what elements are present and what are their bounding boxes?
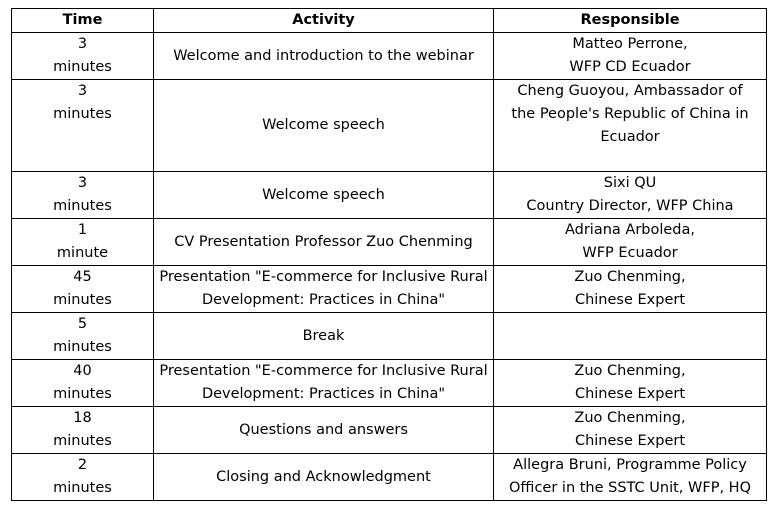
responsible-line: Chinese Expert <box>574 386 686 402</box>
table-row <box>12 33 767 80</box>
time-cell <box>12 33 154 80</box>
table-row <box>12 454 767 501</box>
responsible-line: Adriana Arboleda, <box>564 222 696 238</box>
responsible-cell <box>494 407 767 454</box>
time-value: 5 <box>77 316 88 332</box>
responsible-line: Zuo Chenming, <box>574 363 686 379</box>
time-cell <box>12 266 154 313</box>
time-value: 18 <box>73 410 92 426</box>
responsible-cell <box>494 360 767 407</box>
activity-cell: Welcome and introduction to the webinar <box>154 33 494 80</box>
time-cell <box>12 313 154 360</box>
responsible-cell <box>494 266 767 313</box>
responsible-cell <box>494 454 767 501</box>
agenda-table <box>11 8 767 501</box>
activity-cell: Presentation "E-commerce for Inclusive Rural Development: Practices in China" <box>154 360 494 407</box>
table-row <box>12 313 767 360</box>
header-activity: Activity <box>154 9 494 33</box>
responsible-cell <box>494 80 767 172</box>
time-cell <box>12 80 154 172</box>
time-unit: minutes <box>53 292 112 308</box>
time-value: 1 <box>77 222 88 238</box>
responsible-line: Officer in the SSTC Unit, WFP, HQ <box>509 480 751 496</box>
responsible-cell <box>494 313 767 360</box>
activity-cell: Questions and answers <box>154 407 494 454</box>
responsible-line: the People's Republic of China in <box>511 106 749 122</box>
responsible-line: Zuo Chenming, <box>574 410 686 426</box>
time-unit: minutes <box>53 339 112 355</box>
responsible-line: WFP CD Ecuador <box>569 59 691 75</box>
responsible-cell <box>494 219 767 266</box>
time-unit: minutes <box>53 198 112 214</box>
activity-cell: Presentation "E-commerce for Inclusive Rural Development: Practices in China" <box>154 266 494 313</box>
responsible-line: Matteo Perrone, <box>572 36 688 52</box>
time-cell <box>12 219 154 266</box>
activity-cell: Break <box>154 313 494 360</box>
time-cell <box>12 407 154 454</box>
time-unit: minutes <box>53 480 112 496</box>
responsible-cell <box>494 33 767 80</box>
time-value: 45 <box>73 269 92 285</box>
activity-cell: Closing and Acknowledgment <box>154 454 494 501</box>
responsible-line: Ecuador <box>600 129 660 145</box>
table-row <box>12 219 767 266</box>
responsible-line: Zuo Chenming, <box>574 269 686 285</box>
time-unit: minutes <box>53 386 112 402</box>
time-value: 2 <box>77 457 88 473</box>
table-row <box>12 80 767 172</box>
activity-cell: CV Presentation Professor Zuo Chenming <box>154 219 494 266</box>
table-row <box>12 172 767 219</box>
table-row <box>12 266 767 313</box>
responsible-line: Cheng Guoyou, Ambassador of <box>517 83 743 99</box>
time-value: 3 <box>77 83 88 99</box>
responsible-line: Chinese Expert <box>574 433 686 449</box>
time-unit: minutes <box>53 433 112 449</box>
time-value: 40 <box>73 363 92 379</box>
time-unit: minutes <box>53 59 112 75</box>
responsible-line: Chinese Expert <box>574 292 686 308</box>
table-row <box>12 360 767 407</box>
responsible-line: Country Director, WFP China <box>526 198 734 214</box>
time-cell <box>12 454 154 501</box>
responsible-line: Allegra Bruni, Programme Policy <box>513 457 747 473</box>
time-unit: minute <box>56 245 109 261</box>
time-cell <box>12 172 154 219</box>
table-header-row <box>12 9 767 33</box>
time-cell <box>12 360 154 407</box>
time-value: 3 <box>77 36 88 52</box>
header-responsible: Responsible <box>494 9 767 33</box>
time-value: 3 <box>77 175 88 191</box>
responsible-cell <box>494 172 767 219</box>
table-row <box>12 407 767 454</box>
responsible-line: WFP Ecuador <box>582 245 678 261</box>
activity-cell: Welcome speech <box>154 172 494 219</box>
responsible-line: Sixi QU <box>603 175 657 191</box>
time-unit: minutes <box>53 106 112 122</box>
activity-cell: Welcome speech <box>154 80 494 172</box>
header-time: Time <box>12 9 154 33</box>
